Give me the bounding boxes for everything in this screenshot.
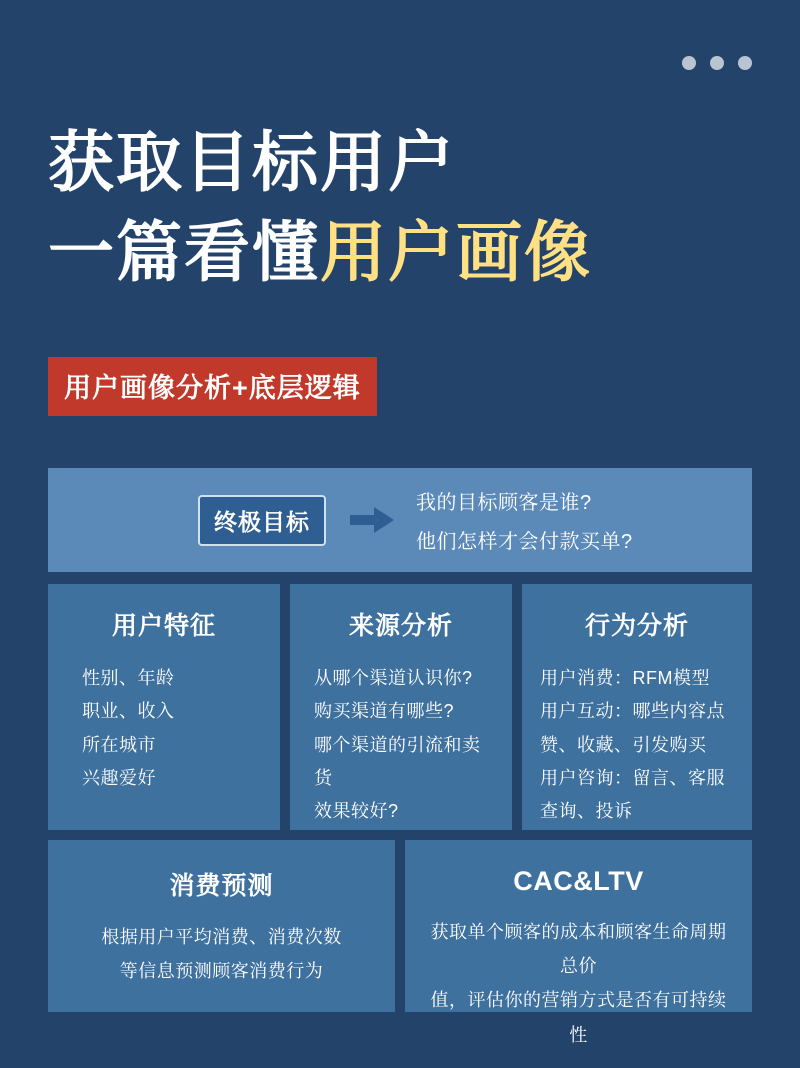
window-dots: [682, 56, 752, 70]
list-item: 从哪个渠道认识你?: [314, 668, 473, 688]
card-cac-ltv: [405, 840, 752, 1045]
ultimate-goal-chip: 终极目标: [198, 495, 326, 546]
list-item: 购买渠道有哪些?: [314, 701, 455, 722]
body-line: 根据用户平均消费、消费次数: [101, 927, 342, 947]
list-item: 职业、收入: [82, 701, 175, 722]
card-behavior-analysis: [522, 584, 752, 830]
card-cac-ltv-body: [423, 915, 734, 1052]
list-item: 赞、收藏、引发购买: [540, 734, 707, 755]
headline-line-1: 获取目标用户: [48, 125, 456, 199]
subtitle-tag: 用户画像分析+底层逻辑: [48, 357, 377, 416]
goal-question-2: 他们怎样才会付款买单?: [416, 531, 633, 553]
card-user-traits-title: 用户特征: [111, 612, 216, 640]
dot-icon-3: [738, 56, 752, 70]
list-item: 所在城市: [82, 734, 156, 755]
card-consumption-forecast: [48, 840, 395, 1012]
headline-line-2-prefix: 一篇看懂: [48, 214, 320, 289]
list-item: 用户消费：RFM模型: [540, 668, 710, 688]
headline-line-2-accent: 用户画像: [320, 214, 592, 289]
card-cac-ltv-title: CAC&LTV: [513, 866, 644, 896]
goal-question-1: 我的目标顾客是谁?: [416, 492, 592, 514]
right-arrow-icon: [350, 507, 394, 533]
card-user-traits: [48, 584, 280, 830]
ultimate-goal-questions: [416, 486, 633, 554]
card-source-analysis-title: 来源分析: [348, 612, 453, 640]
dot-icon-1: [682, 56, 696, 70]
card-user-traits-list: [68, 662, 260, 795]
list-item: 查询、投诉: [540, 801, 633, 822]
card-consumption-forecast-body: [66, 920, 377, 988]
card-source-analysis: [290, 584, 512, 830]
card-behavior-analysis-list: [540, 662, 734, 828]
prediction-card-row: [48, 840, 752, 1045]
body-line: 等信息预测顾客消费行为: [119, 961, 324, 982]
card-source-analysis-list: [310, 662, 492, 828]
body-line: 值，评估你的营销方式是否有可持续性: [430, 990, 727, 1045]
ultimate-goal-band: [48, 468, 752, 572]
list-item: 哪个渠道的引流和卖货: [314, 734, 481, 788]
list-item: 用户互动：哪些内容点: [540, 701, 725, 722]
body-line: 获取单个顾客的成本和顾客生命周期总价: [430, 922, 727, 977]
list-item: 用户咨询：留言、客服: [540, 767, 725, 788]
dot-icon-2: [710, 56, 724, 70]
page-title: [48, 118, 758, 298]
list-item: 兴趣爱好: [82, 767, 156, 788]
list-item: 效果较好?: [314, 801, 399, 822]
headline-line-2: [48, 208, 758, 298]
list-item: 性别、年龄: [82, 668, 175, 688]
card-behavior-analysis-title: 行为分析: [584, 612, 689, 640]
card-consumption-forecast-title: 消费预测: [169, 872, 274, 900]
analysis-card-row: [48, 584, 752, 830]
